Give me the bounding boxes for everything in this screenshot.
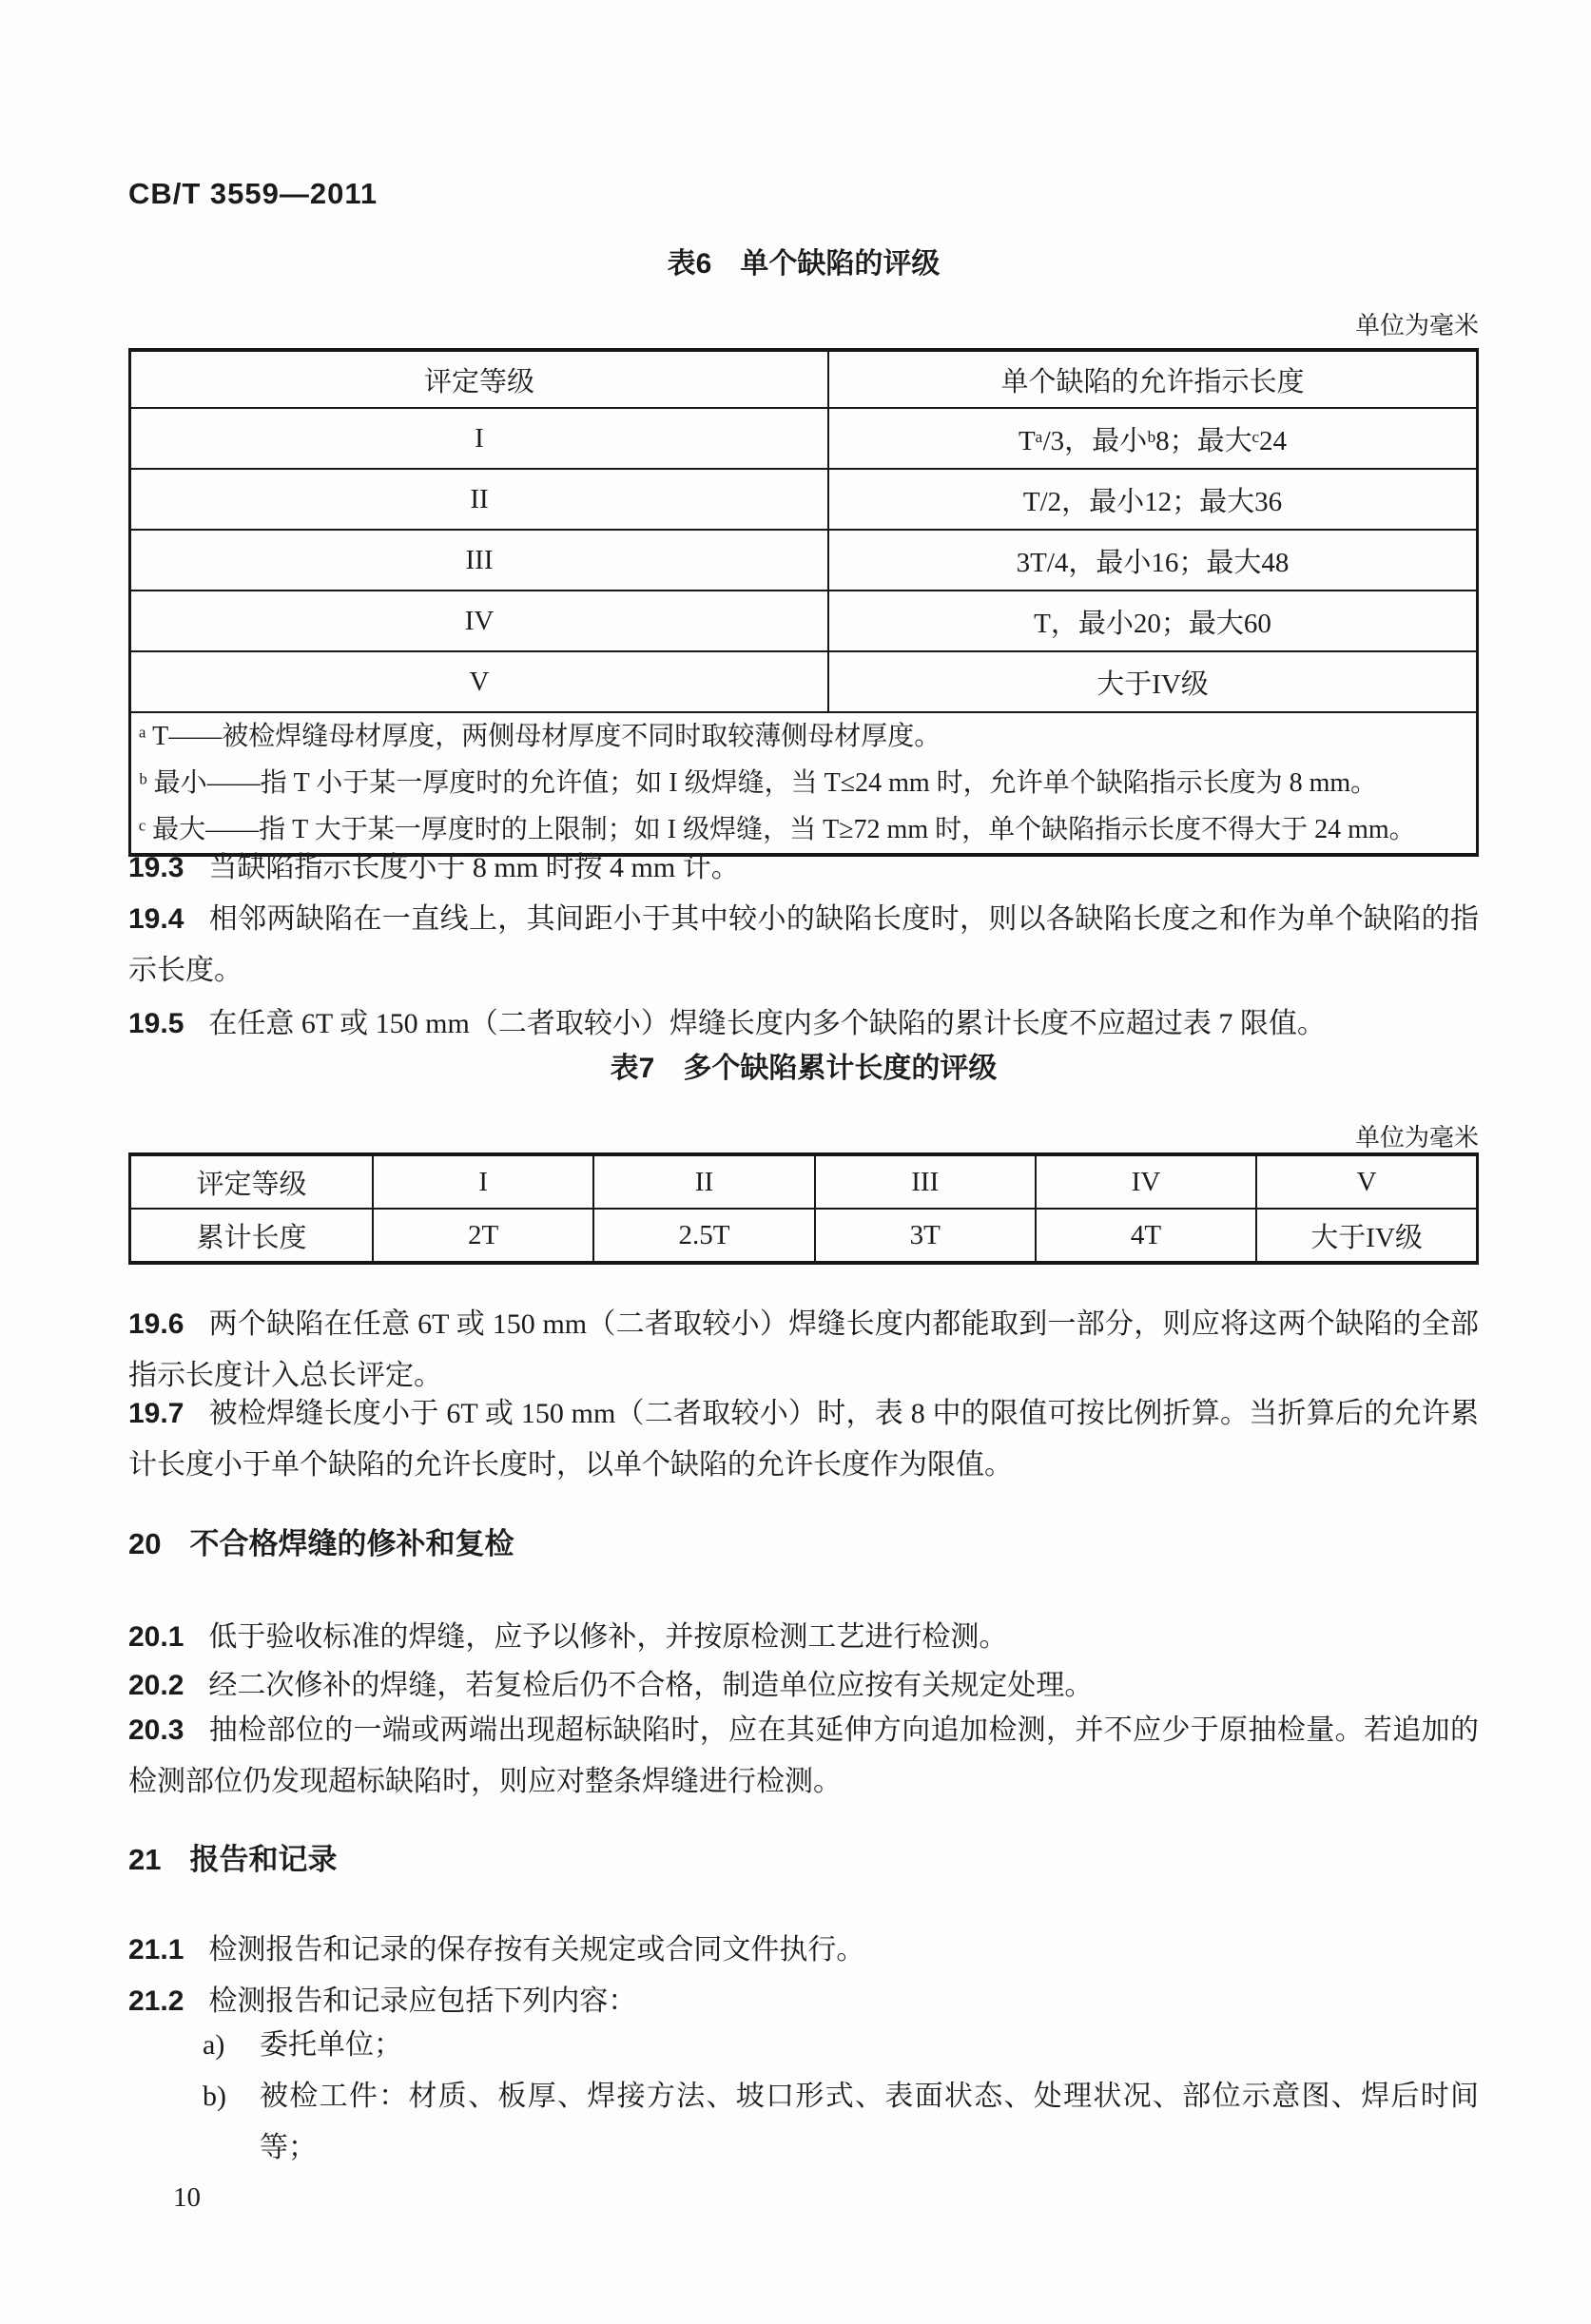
section-title: 报告和记录 — [189, 1843, 338, 1876]
list-item-label: b) — [203, 2081, 226, 2112]
table-row — [130, 651, 1478, 712]
clause-number: 20.2 — [128, 1670, 184, 1701]
table-row — [130, 408, 1478, 469]
table6-grade-2: II — [130, 469, 829, 530]
table7-row-label: 累计长度 — [130, 1209, 374, 1263]
clause-number: 20.1 — [128, 1621, 184, 1653]
paragraph-20-1 — [128, 1612, 1479, 1663]
list-21-2 — [128, 2020, 1479, 2174]
clause-text: 抽检部位的一端或两端出现超标缺陷时，应在其延伸方向追加检测，并不应少于原抽检量。若追加的检测部位仍发现超标缺陷时，则应对整条焊缝进行检测。 — [128, 1714, 1479, 1797]
table7-value-5: 大于IV级 — [1256, 1209, 1477, 1263]
table7-value-3: 3T — [815, 1209, 1036, 1263]
clause-text: 经二次修补的焊缝，若复检后仍不合格，制造单位应按有关规定处理。 — [208, 1670, 1094, 1701]
table7-value-4: 4T — [1036, 1209, 1256, 1263]
table6-length-1: Tᵃ/3，最小ᵇ8；最大ᶜ24 — [828, 408, 1478, 469]
section-20-heading — [128, 1520, 1479, 1562]
clause-number: 21.1 — [128, 1934, 184, 1966]
table7-title: 表7 多个缺陷累计长度的评级 — [610, 1053, 998, 1084]
table6-header-length: 单个缺陷的允许指示长度 — [828, 350, 1478, 408]
clause-text: 检测报告和记录的保存按有关规定或合同文件执行。 — [208, 1934, 865, 1966]
table6-title: 表6 单个缺陷的评级 — [667, 248, 941, 280]
table7-value-1: 2T — [373, 1209, 593, 1263]
table6-grade-4: IV — [130, 591, 829, 651]
table6-length-4: T，最小20；最大60 — [828, 591, 1478, 651]
paragraph-19-7 — [128, 1388, 1479, 1491]
table7-header-3: III — [815, 1154, 1036, 1209]
paragraph-19-5 — [128, 998, 1479, 1050]
table6-footnote-a: ᵃ T——被检焊缝母材厚度，两侧母材厚度不同时取较薄侧母材厚度。 — [139, 722, 941, 751]
table7-header-5: V — [1256, 1154, 1477, 1209]
clause-text: 低于验收标准的焊缝，应予以修补，并按原检测工艺进行检测。 — [208, 1621, 1008, 1653]
table6-grade-5: V — [130, 651, 829, 712]
table7-header-2: II — [593, 1154, 814, 1209]
paragraph-20-2 — [128, 1660, 1479, 1712]
clause-text: 在任意 6T 或 150 mm（二者取较小）焊缝长度内多个缺陷的累计长度不应超过表 7 限值。 — [208, 1008, 1326, 1039]
clause-text: 被检焊缝长度小于 6T 或 150 mm（二者取较小）时，表 8 中的限值可按比例折算。当折算后的允许累计长度小于单个缺陷的允许长度时，以单个缺陷的允许长度作为限值。 — [128, 1398, 1479, 1481]
table6-length-5: 大于IV级 — [828, 651, 1478, 712]
paragraph-19-6 — [128, 1299, 1479, 1402]
clause-number: 21.2 — [128, 1985, 184, 2017]
table-row — [130, 469, 1478, 530]
paragraph-19-4 — [128, 894, 1479, 997]
list-item — [203, 2071, 1479, 2174]
table6-grade-1: I — [130, 408, 829, 469]
table6-single-defect-rating — [128, 348, 1479, 857]
table7-header-row — [130, 1154, 1478, 1209]
clause-number: 19.4 — [128, 903, 184, 935]
document-number-header: CB/T 3559—2011 — [128, 177, 378, 210]
table6-grade-3: III — [130, 530, 829, 591]
table7-value-row — [130, 1209, 1478, 1263]
table7-unit-note: 单位为毫米 — [1354, 1124, 1479, 1152]
table6-footnotes — [130, 712, 1478, 855]
section-number: 21 — [128, 1843, 162, 1876]
table7-header-1: I — [373, 1154, 593, 1209]
table6-header-row — [130, 350, 1478, 408]
list-item — [203, 2020, 1479, 2071]
table7-cumulative-length-rating — [128, 1152, 1479, 1265]
page-number: 10 — [173, 2182, 201, 2213]
table6-footnote-c: ᶜ 最大——指 T 大于某一厚度时的上限制；如 I 级焊缝，当 T≥72 mm 时，单个缺陷指示长度不得大于 24 mm。 — [139, 815, 1416, 844]
section-number: 20 — [128, 1527, 162, 1560]
paragraph-21-1 — [128, 1925, 1479, 1976]
section-title: 不合格焊缝的修补和复检 — [189, 1527, 514, 1560]
table6-header-grade: 评定等级 — [130, 350, 829, 408]
clause-number: 19.5 — [128, 1008, 184, 1039]
clause-text: 当缺陷指示长度小于 8 mm 时按 4 mm 计。 — [208, 852, 740, 883]
table7-header-4: IV — [1036, 1154, 1256, 1209]
table7-value-2: 2.5T — [593, 1209, 814, 1263]
table6-length-2: T/2，最小12；最大36 — [828, 469, 1478, 530]
list-item-label: a) — [203, 2029, 225, 2061]
table6-footnote-row — [130, 712, 1478, 855]
clause-text: 两个缺陷在任意 6T 或 150 mm（二者取较小）焊缝长度内都能取到一部分，则应将这两个缺陷的全部指示长度计入总长评定。 — [128, 1308, 1479, 1391]
section-21-heading — [128, 1835, 1479, 1878]
table6-footnote-b: ᵇ 最小——指 T 小于某一厚度时的允许值；如 I 级焊缝，当 T≤24 mm 时，允许单个缺陷指示长度为 8 mm。 — [139, 768, 1378, 798]
table7-header-grade: 评定等级 — [130, 1154, 374, 1209]
list-item-text: 委托单位； — [260, 2029, 402, 2061]
clause-number: 19.6 — [128, 1308, 184, 1340]
clause-number: 19.7 — [128, 1398, 184, 1429]
paragraph-20-3 — [128, 1705, 1479, 1808]
table6-length-3: 3T/4，最小16；最大48 — [828, 530, 1478, 591]
paragraph-19-3 — [128, 842, 1479, 894]
clause-number: 19.3 — [128, 852, 184, 883]
table6-unit-note: 单位为毫米 — [1354, 312, 1479, 339]
clause-text: 相邻两缺陷在一直线上，其间距小于其中较小的缺陷长度时，则以各缺陷长度之和作为单个缺陷的指示长度。 — [128, 903, 1479, 986]
list-item-text: 被检工件：材质、板厚、焊接方法、坡口形式、表面状态、处理状况、部位示意图、焊后时间等； — [260, 2081, 1479, 2163]
table-row — [130, 530, 1478, 591]
table-row — [130, 591, 1478, 651]
clause-number: 20.3 — [128, 1714, 184, 1746]
clause-text: 检测报告和记录应包括下列内容： — [208, 1985, 637, 2017]
